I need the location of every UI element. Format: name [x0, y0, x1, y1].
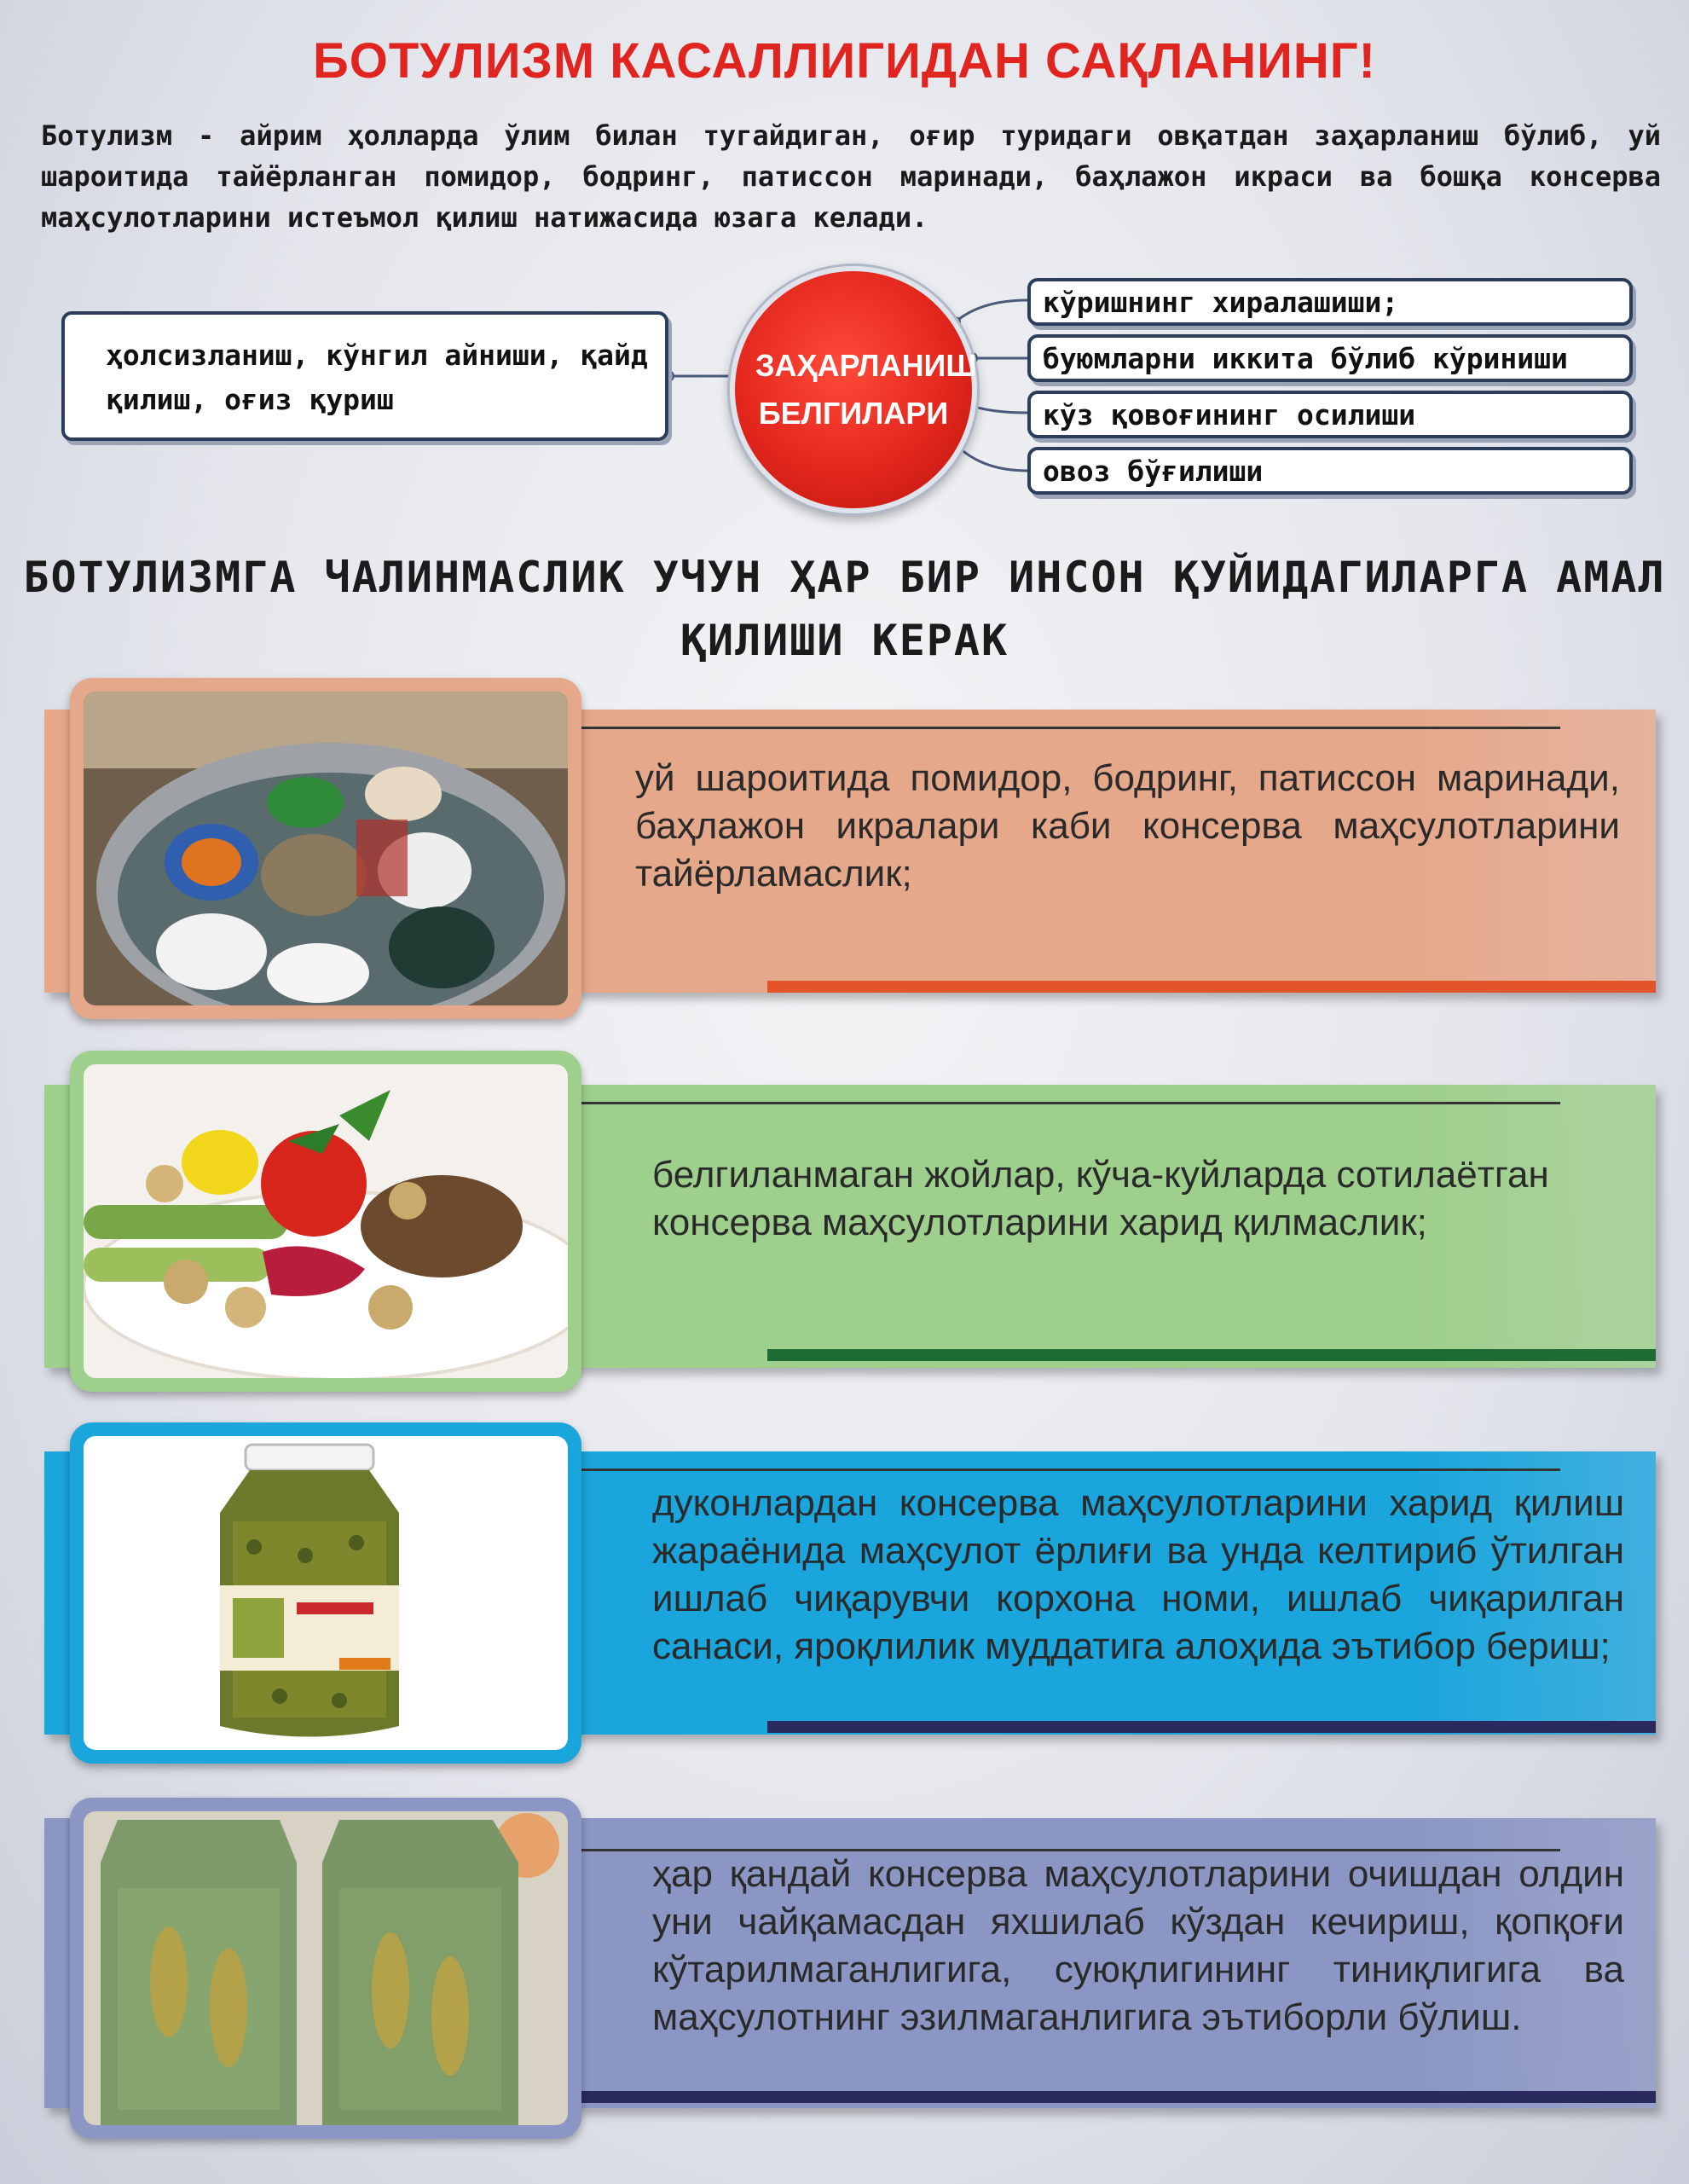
symptom-box: овоз бўғилиши: [1027, 447, 1633, 495]
accent-stripe: [529, 2091, 1656, 2103]
divider-line: [529, 727, 1560, 729]
rule-text: дуконлардан консерва маҳсулотларини харид қилиш жараёнида маҳсулот ёрлиғи ва унда келтириб ўтилган ишлаб чиқарувчи корхона номи, ишлаб чиқарилган санаси, яроқлилик муддатига алоҳида эътибор бериш;: [652, 1482, 1624, 1667]
symptom-box: кўз қовоғининг осилиши: [1027, 391, 1633, 438]
rule-text: уй шароитида помидор, бодринг, патиссон маринади, баҳлажон икралари каби консерва маҳсулотларини тайёрламаслик;: [635, 757, 1620, 895]
poisoning-signs-label: ЗАҲАРЛАНИШ БЕЛГИЛАРИ: [755, 348, 977, 431]
accent-stripe: [767, 981, 1656, 993]
divider-line: [529, 1469, 1560, 1471]
page-title: БОТУЛИЗМ КАСАЛЛИГИДАН САҚЛАНИНГ!: [313, 33, 1376, 89]
symptom-box-general: ҳолсизланиш, кўнгил айниши, қайд қилиш, оғиз қуриш: [61, 311, 668, 441]
pickle-jar-image: [70, 1422, 581, 1764]
poisoning-signs-circle: [730, 266, 977, 513]
rule-text: белгиланмаган жойлар, кўча-куйларда сотилаётган консерва маҳсулотларини харид қилмаслик;: [652, 1154, 1549, 1243]
accent-stripe: [767, 1721, 1656, 1733]
cloudy-jars-image: [70, 1798, 581, 2139]
prevention-heading: БОТУЛИЗМГА ЧАЛИНМАСЛИК УЧУН ҲАР БИР ИНСОН ҚУЙИДАГИЛАРГА АМАЛ ҚИЛИШИ КЕРАК: [23, 553, 1666, 665]
symptom-box: буюмларни иккита бўлиб кўриниши: [1027, 334, 1633, 382]
pickled-vegetables-image: [70, 1051, 581, 1392]
divider-line: [529, 1102, 1560, 1104]
accent-stripe: [767, 1349, 1656, 1361]
jars-in-pot-image: [70, 678, 581, 1019]
rule-text: ҳар қандай консерва маҳсулотларини очишдан олдин уни чайқамасдан яхшилаб кўздан кечириш, қопқоғи кўтарилмаганлигига, суюқлигининг тиниқлигига ва маҳсулотнинг эзилмаганлигига эътиборли бўлиш.: [652, 1853, 1624, 2038]
intro-paragraph: Ботулизм - айрим ҳолларда ўлим билан тугайдиган, оғир туридаги овқатдан заҳарланиш бўлиб, уй шароитида тайёрланган помидор, бодринг, патиссон маринади, баҳлажон икраси ва бошқа консерва маҳсулотларини истеъмол қилиш натижасида юзага келади.: [41, 119, 1661, 234]
symptom-box: кўришнинг хиралашиши;: [1027, 278, 1633, 326]
